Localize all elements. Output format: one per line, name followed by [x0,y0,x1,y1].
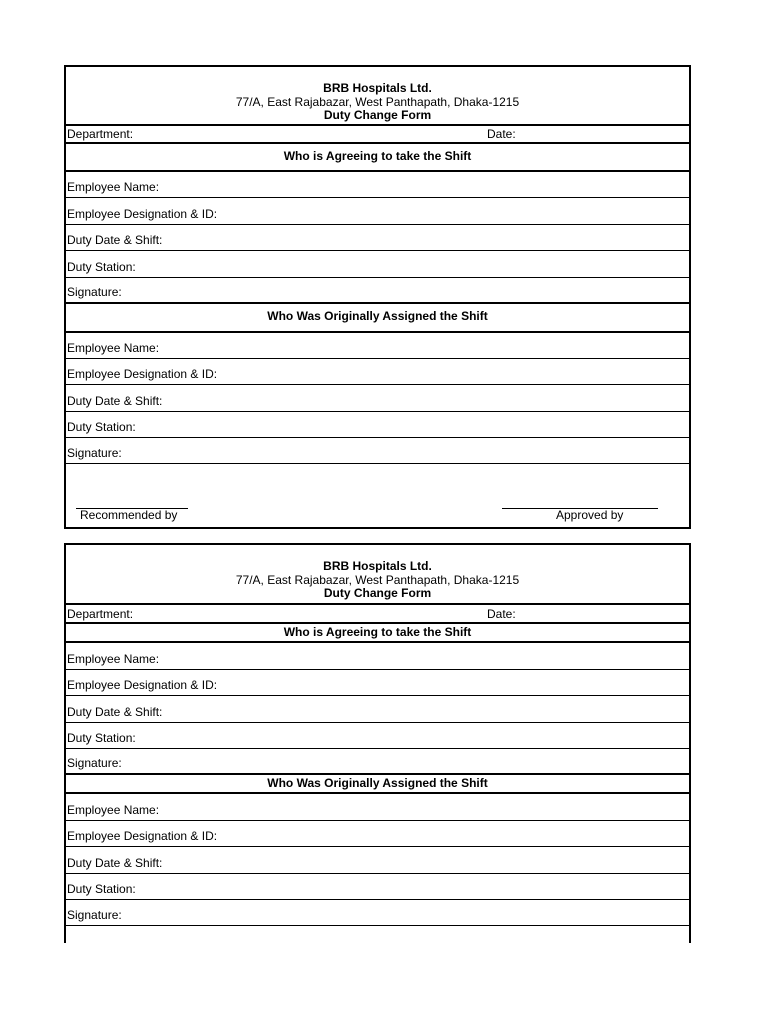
field-row [66,874,689,900]
field-row [66,749,689,775]
section-heading-original: Who Was Originally Assigned the Shift [66,304,689,333]
field-row [66,385,689,412]
field-row [66,821,689,847]
field-label: Signature: [67,908,122,922]
form-header [66,545,689,605]
field-label: Signature: [67,756,122,770]
field-row [66,696,689,723]
field-label: Duty Station: [67,882,136,896]
field-label: Employee Designation & ID: [67,207,218,221]
duty-change-form-2 [64,543,691,943]
section-heading-original: Who Was Originally Assigned the Shift [66,775,689,794]
field-label: Signature: [67,446,122,460]
field-row [66,412,689,438]
recommended-by-label: Recommended by [80,508,178,522]
field-label: Employee Designation & ID: [67,367,218,381]
form-header [66,67,689,126]
field-row [66,359,689,385]
department-date-row [66,605,689,624]
form-title: Duty Change Form [323,108,432,122]
date-label: Date: [487,127,516,141]
field-label: Signature: [67,285,122,299]
department-date-row [66,126,689,144]
company-address: 77/A, East Rajabazar, West Panthapath, Dhaka-1215 [235,94,520,109]
field-label: Duty Date & Shift: [67,856,163,870]
field-row [66,847,689,874]
field-label: Duty Station: [67,420,136,434]
field-row [66,900,689,926]
field-label: Employee Name: [67,652,160,666]
field-label: Employee Designation & ID: [67,678,218,692]
signature-zone [66,464,689,524]
field-row [66,172,689,198]
field-label: Duty Station: [67,731,136,745]
field-row [66,643,689,670]
field-label: Duty Station: [67,260,136,274]
field-label: Employee Name: [67,180,160,194]
field-label: Employee Name: [67,803,160,817]
field-row [66,670,689,696]
date-label: Date: [487,607,516,621]
field-row [66,251,689,278]
field-row [66,225,689,251]
field-label: Duty Date & Shift: [67,394,163,408]
department-label: Department: [67,127,134,141]
field-row [66,794,689,821]
field-label: Duty Date & Shift: [67,233,163,247]
section-heading-agreeing: Who is Agreeing to take the Shift [66,144,689,172]
duty-change-form-1 [64,65,691,529]
field-row [66,438,689,464]
field-row [66,333,689,359]
field-label: Duty Date & Shift: [67,705,163,719]
field-label: Employee Designation & ID: [67,829,218,843]
field-row [66,278,689,304]
field-label: Employee Name: [67,341,160,355]
signature-zone [66,926,689,944]
section-heading-agreeing: Who is Agreeing to take the Shift [66,624,689,643]
field-row [66,723,689,749]
approved-by-label: Approved by [556,508,624,522]
company-address: 77/A, East Rajabazar, West Panthapath, Dhaka-1215 [235,572,520,587]
form-title: Duty Change Form [323,586,432,600]
company-name: BRB Hospitals Ltd. [323,81,432,95]
company-name: BRB Hospitals Ltd. [323,559,432,573]
field-row [66,198,689,225]
department-label: Department: [67,607,134,621]
